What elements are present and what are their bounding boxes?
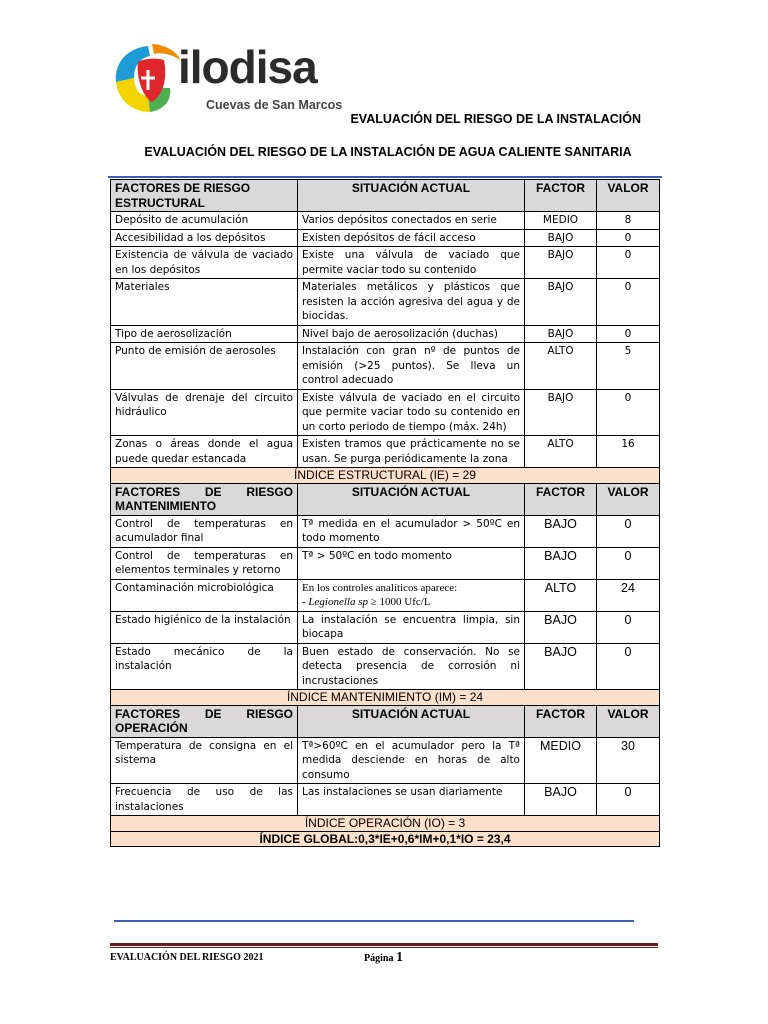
table-row: [111, 547, 660, 579]
section-header-structural: [111, 180, 660, 212]
organism-name: Legionella sp: [308, 596, 369, 608]
page-title: EVALUACIÓN DEL RIESGO DE LA INSTALACIÓN DE AGUA CALIENTE SANITARIA: [144, 145, 632, 159]
text-prefix: -: [302, 596, 309, 608]
situation-cell: Buen estado de conservación. No se detecta presencia de corrosión ni incrustaciones: [298, 643, 525, 690]
level-cell: BAJO: [525, 547, 597, 579]
column-header-factor: FACTOR: [525, 705, 597, 737]
table-row: [111, 611, 660, 643]
value-cell: 24: [597, 579, 660, 611]
section-header-maintenance: [111, 483, 660, 515]
level-cell: BAJO: [525, 247, 597, 279]
situation-cell: Tª > 50ºC en todo momento: [298, 547, 525, 579]
value-cell: 0: [597, 247, 660, 279]
level-cell: ALTO: [525, 436, 597, 468]
table-row: [111, 229, 660, 247]
title-divider: [108, 176, 662, 178]
footer-divider-thick: [110, 943, 658, 946]
factor-cell: Punto de emisión de aerosoles: [111, 343, 298, 390]
value-cell: 0: [597, 325, 660, 343]
column-header-factor: FACTOR: [525, 483, 597, 515]
footer-divider-blue: [114, 920, 634, 922]
column-header-factor: FACTOR: [525, 180, 597, 212]
logo-brand-text: ilodisa: [178, 41, 317, 93]
logo-subtitle: Cuevas de San Marcos: [206, 98, 343, 112]
value-cell: 0: [597, 547, 660, 579]
level-cell: MEDIO: [525, 212, 597, 230]
level-cell: MEDIO: [525, 737, 597, 784]
section-title: FACTORES DE RIESGO MANTENIMIENTO: [111, 483, 298, 515]
structural-index: ÍNDICE ESTRUCTURAL (IE) = 29: [111, 468, 660, 484]
factor-cell: Temperatura de consigna en el sistema: [111, 737, 298, 784]
table-row: [111, 436, 660, 468]
value-cell: 0: [597, 611, 660, 643]
footer-page-number: [364, 950, 403, 966]
factor-cell: Válvulas de drenaje del circuito hidráulico: [111, 389, 298, 436]
situation-line: En los controles analíticos aparece:: [302, 581, 458, 594]
value-cell: 30: [597, 737, 660, 784]
table-row: [111, 343, 660, 390]
value-cell: 0: [597, 643, 660, 690]
index-row-global: [111, 831, 660, 847]
column-header-value: VALOR: [597, 180, 660, 212]
level-cell: BAJO: [525, 325, 597, 343]
factor-cell: Tipo de aerosolización: [111, 325, 298, 343]
value-cell: 8: [597, 212, 660, 230]
situation-cell: Existen depósitos de fácil acceso: [298, 229, 525, 247]
section-title: FACTORES DE RIESGO OPERACIÓN: [111, 705, 298, 737]
level-cell: ALTO: [525, 343, 597, 390]
operation-index: ÍNDICE OPERACIÓN (IO) = 3: [111, 816, 660, 832]
situation-cell: Nivel bajo de aerosolización (duchas): [298, 325, 525, 343]
factor-cell: Control de temperaturas en elementos terminales y retorno: [111, 547, 298, 579]
factor-cell: Estado mecánico de la instalación: [111, 643, 298, 690]
level-cell: BAJO: [525, 279, 597, 326]
level-cell: BAJO: [525, 389, 597, 436]
index-row-maintenance: [111, 690, 660, 706]
column-header-value: VALOR: [597, 483, 660, 515]
factor-cell: Depósito de acumulación: [111, 212, 298, 230]
situation-line: [302, 595, 520, 610]
factor-cell: Contaminación microbiológica: [111, 579, 298, 611]
value-cell: 0: [597, 389, 660, 436]
situation-cell: Tª>60ºC en el acumulador pero la Tª medida desciende en horas de alto consumo: [298, 737, 525, 784]
value-cell: 0: [597, 279, 660, 326]
column-header-value: VALOR: [597, 705, 660, 737]
page-label: Página: [364, 953, 394, 964]
situation-cell: Materiales metálicos y plásticos que resisten la acción agresiva del agua y de biocidas.: [298, 279, 525, 326]
footer-divider-thin: [110, 947, 658, 948]
index-row-structural: [111, 468, 660, 484]
section-header-operation: [111, 705, 660, 737]
level-cell: BAJO: [525, 229, 597, 247]
situation-cell: Tª medida en el acumulador > 50ºC en todo momento: [298, 515, 525, 547]
level-cell: BAJO: [525, 784, 597, 816]
value-cell: 0: [597, 229, 660, 247]
global-index: ÍNDICE GLOBAL:0,3*IE+0,6*IM+0,1*IO = 23,4: [111, 831, 660, 847]
table-row: [111, 212, 660, 230]
value-cell: 0: [597, 784, 660, 816]
value-cell: 5: [597, 343, 660, 390]
factor-cell: Control de temperaturas en acumulador final: [111, 515, 298, 547]
table-row: [111, 784, 660, 816]
factor-cell: Existencia de válvula de vaciado en los depósitos: [111, 247, 298, 279]
footer-document-title: EVALUACIÓN DEL RIESGO 2021: [110, 952, 264, 963]
column-header-situation: SITUACIÓN ACTUAL: [298, 180, 525, 212]
column-header-situation: SITUACIÓN ACTUAL: [298, 705, 525, 737]
table-row: [111, 247, 660, 279]
risk-evaluation-table: [110, 179, 660, 847]
factor-cell: Zonas o áreas donde el agua puede quedar estancada: [111, 436, 298, 468]
maintenance-index: ÍNDICE MANTENIMIENTO (IM) = 24: [111, 690, 660, 706]
level-cell: ALTO: [525, 579, 597, 611]
index-row-operation: [111, 816, 660, 832]
factor-cell: Frecuencia de uso de las instalaciones: [111, 784, 298, 816]
factor-cell: Materiales: [111, 279, 298, 326]
table-row: [111, 279, 660, 326]
situation-cell: Las instalaciones se usan diariamente: [298, 784, 525, 816]
factor-cell: Estado higiénico de la instalación: [111, 611, 298, 643]
level-cell: BAJO: [525, 515, 597, 547]
table-row: [111, 515, 660, 547]
column-header-situation: SITUACIÓN ACTUAL: [298, 483, 525, 515]
table-row: [111, 579, 660, 611]
logo-emblem-icon: [108, 40, 188, 116]
table-row: [111, 325, 660, 343]
company-logo: [108, 40, 348, 116]
situation-cell: [298, 579, 525, 611]
table-row: [111, 389, 660, 436]
situation-cell: Existe una válvula de vaciado que permite vaciar todo su contenido: [298, 247, 525, 279]
situation-cell: Varios depósitos conectados en serie: [298, 212, 525, 230]
situation-cell: La instalación se encuentra limpia, sin biocapa: [298, 611, 525, 643]
value-cell: 16: [597, 436, 660, 468]
situation-cell: Instalación con gran nº de puntos de emisión (>25 puntos). Se lleva un control adecuado: [298, 343, 525, 390]
table-row: [111, 643, 660, 690]
value-cell: 0: [597, 515, 660, 547]
factor-cell: Accesibilidad a los depósitos: [111, 229, 298, 247]
page-number: 1: [395, 950, 403, 965]
situation-cell: Existen tramos que prácticamente no se usan. Se purga periódicamente la zona: [298, 436, 525, 468]
level-cell: BAJO: [525, 611, 597, 643]
section-title: FACTORES DE RIESGO ESTRUCTURAL: [111, 180, 298, 212]
level-cell: BAJO: [525, 643, 597, 690]
situation-cell: Existe válvula de vaciado en el circuito que permite vaciar todo su contenido en un corto periodo de tiempo (máx. 24h): [298, 389, 525, 436]
text-suffix: ≥ 1000 Ufc/L: [368, 596, 431, 608]
table-row: [111, 737, 660, 784]
header-title: EVALUACIÓN DEL RIESGO DE LA INSTALACIÓN: [350, 112, 641, 126]
